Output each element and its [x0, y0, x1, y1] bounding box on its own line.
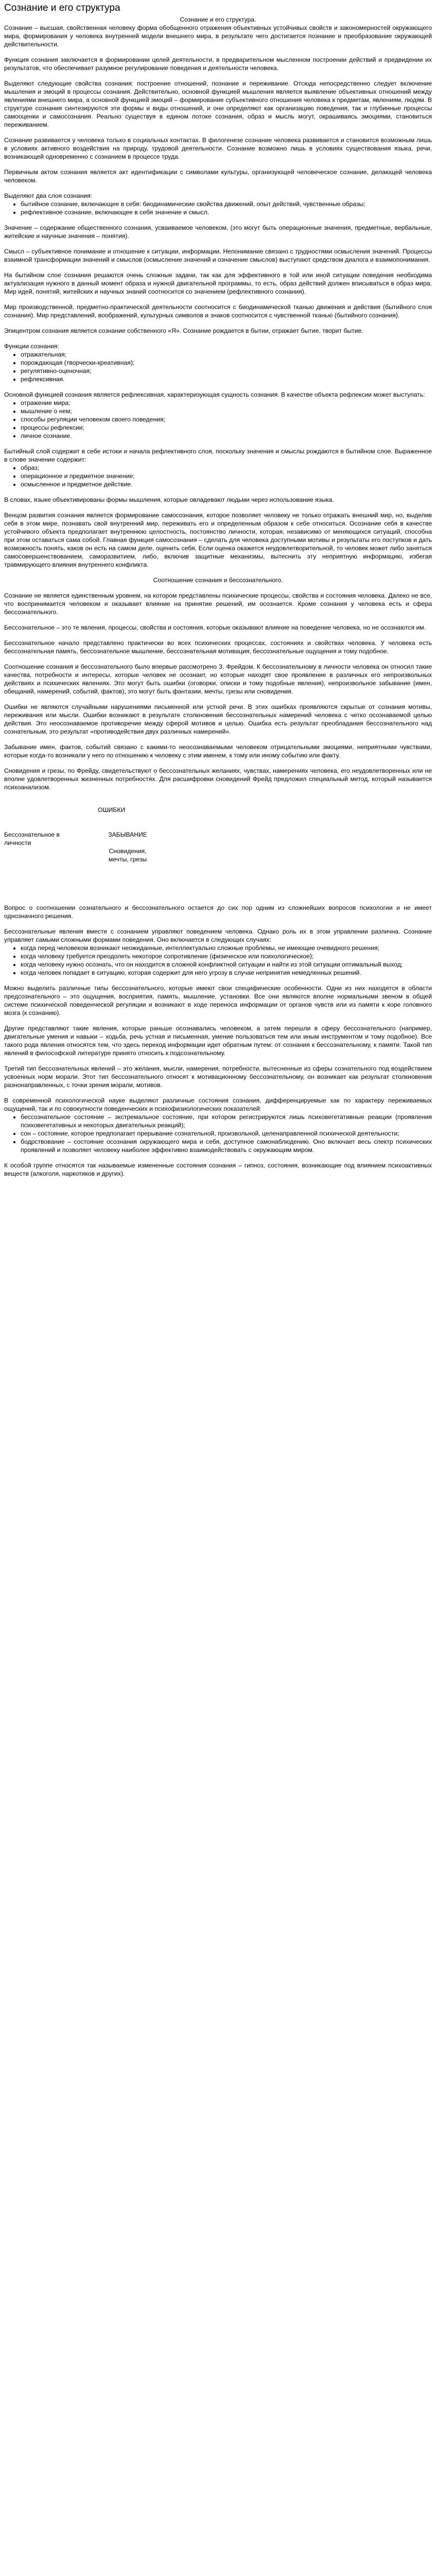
paragraph-function: Функция сознания заключается в формировании целей деятельности, в предварительном мысленном построении действий и предвидении их результатов, что обеспечивает разумное регулирование поведения и деятельности человека.	[4, 56, 432, 72]
states-list	[4, 1113, 432, 1154]
paragraph-states-intro: В современной психологической науке выделяют различные состояния сознания, дифференцируемые как по характеру переживаемых ощущений, так и по совокупности поведенческих и психофизиологических показателей:	[4, 1097, 432, 1112]
paragraph-freud: Соотношение сознания и бессознательного было впервые рассмотрено З. Фрейдом. К бессознательному в личности человека он относил такие качества, потребности и интересы, которые человек не осознает, но которые находят свое проявление в различных его непроизвольных действиях и психических явлениях. Это могут быть ошибки (оговорки, описки и тому подобные явления), непроизвольное забывание (имен, обещаний, намерений, событий, фактов), это могут быть фантазии, мечты, грезы или сновидения.	[4, 663, 432, 695]
page-title: Сознание и его структура	[4, 3, 120, 13]
paragraph-identification: Первичным актом сознания является акт идентификации с символами культуры, организующей человеческое сознание, делающей человека человеком.	[4, 168, 432, 184]
layers-list	[4, 200, 432, 216]
paragraph-question: Вопрос о соотношении сознательного и бессознательного остается до сих пор одним из сложнейших вопросов психологии и не имеет однозначного решения.	[4, 904, 432, 920]
list-item: • когда человеку нужно осознать, что он находится в сложной конфликтной ситуации и найти из этой ситуации оптимальный выход;	[21, 960, 432, 969]
list-item: • способы регуляции человеком своего поведения;	[21, 415, 432, 423]
paragraph-types: Можно выделить различные типы бессознательного, которые имеют свои специфические особенности. Одни из них находятся в области предсознательного – это ощущения, восприятия, память, мышление, установки. Все они являются вполне нормальными звеном в общей системе психической поведенческой регуляции и возникают в ходе переноса информации от органов чувств или из памяти к коре головного мозга (к сознанию).	[4, 985, 432, 1016]
paragraph-unconscious-definition: Бессознательное – это те явления, процессы, свойства и состояния, которые оказывают влияние на поведение человека, но не осознаются им.	[4, 624, 426, 631]
paragraph-unconscious-processes: Бессознательное начало представлено практически во всех психических процессах, состояниях и свойствах человека. У человека есть бессознательная память, бессознательное мышление, бессознательная мотивация, бессознательные ощущения и тому подобное.	[4, 639, 432, 655]
list-item: • отражательная;	[21, 350, 432, 359]
list-item: • когда человек попадает в ситуацию, которая содержит для него угрозу в случае непринятия немедленных решений.	[21, 969, 432, 977]
list-item: • образ;	[21, 464, 432, 472]
paragraph-levels: Сознание не является единственным уровнем, на котором представлены психические процессы, свойства и состояния человека. Далеко не все, что воспринимается человеком и оказывает влияние на принятие решений, им осознается. Кроме сознания у человека есть и сфера бессознательного.	[4, 592, 432, 616]
list-item: • бытийное сознание, включающее в себя: биодинамические свойства движений, опыт действий, чувственные образы;	[21, 200, 432, 208]
diagram-label-forgetting: ЗАБЫВАНИЕ Сновидения, мечты, грезы	[108, 831, 147, 863]
list-item: • осмысленное и предметное действие.	[21, 480, 432, 488]
paragraph-epicenter: Эпицентром сознания является сознание собственного «Я». Сознание рождается в бытии, отражает бытие, творит бытие.	[4, 327, 363, 334]
functions-list	[4, 350, 432, 383]
meaning-contains-list	[4, 464, 432, 488]
section-subheading: Соотношение сознания и бессознательного.	[153, 577, 283, 584]
list-item: • когда перед человеком возникают неожиданные, интеллектуально сложные проблемы, не имеющие очевидного решения;	[21, 944, 432, 952]
layers-intro: Выделяют два слоя сознания:	[4, 192, 93, 199]
paragraph-mistakes: Ошибки не являются случайными нарушениями письменной или устной речи. В этих ошибках проявляются скрытые от сознания мотивы, переживания или мысли. Ошибки возникают в результате столкновения бессознательных намерений человека с четко осознаваемой целью действия. Это неосознаваемое противоречие между сферой мотивов и целью. Ошибка есть результат преобладания бессознательного над сознательным, это результат «противодействия двух различных намерений».	[4, 703, 432, 735]
paragraph-properties: Выделяют следующие свойства сознания: построение отношений, познание и переживание. Отсюда непосредственно следует включение мышления и эмоций в процессы сознания. Действительно, основной функцией мышления является выявление объективных отношений между явлениями внешнего мира, а основной функцией эмоций – формирование субъективного отношения человека к предметам, явлениям, людям. В структуре сознания синтезируются эти формы и виды отношений, и они определяют как организацию поведения, так и глубинные процессы самооценки и самосознания. Реально существуя в едином потоке сознания, образ и мысль могут, окрашиваясь эмоциями, становиться переживанием.	[4, 80, 432, 128]
unconscious-diagram	[4, 799, 432, 896]
paragraph-definition: Сознание – высшая, свойственная человеку форма обобщенного отражения объективных устойчивых свойств и закономерностей окружающего мира, формирования у человека внутренней модели внешнего мира, в результате чего достигается познание и преобразование окружающей действительности.	[4, 24, 432, 48]
list-item: • бессознательное состояние – экстремальное состояние, при котором регистрируются лишь психовегетативные реакции (проявления психовегетативных и некоторых двигательных реакций);	[21, 1113, 432, 1129]
document-subtitle: Сознание и его структура.	[180, 16, 256, 23]
paragraph-reflexive: Основной функцией сознания является рефлексивная, характеризующая сущность сознания. В качестве объекта рефлексии может выступать:	[4, 391, 425, 398]
diagram-label-unconscious: Бессознательное в личности	[4, 831, 60, 846]
paragraph-language: В словах, языке объективированы формы мышления, которые овладевают людьми через использование языка.	[4, 496, 334, 503]
functions-intro: Функции сознания:	[4, 343, 59, 350]
list-item: • личное сознание.	[21, 432, 432, 440]
reflection-objects-list	[4, 399, 432, 440]
document-page	[0, 0, 436, 1190]
list-item: • когда человеку требуется преодолеть некоторое сопротивление (физическое или психологическое);	[21, 952, 432, 960]
list-item: • порождающая (творчески-креативная);	[21, 359, 432, 367]
paragraph-being-source: Бытийный слой содержит в себе истоки и начала рефлективного слоя, поскольку значения и смыслы рождаются в бытийном слое. Выраженное в слове значение содержит:	[4, 448, 432, 463]
paragraph-altered-states: К особой группе относятся так называемые измененные состояния сознания – гипноз, состояния, возникающие под влиянием психоактивных веществ (алкоголя, наркотиков и других).	[4, 1162, 432, 1177]
paragraph-development: Сознание развивается у человека только в социальных контактах. В филогенезе сознание человека развивается и становится возможным лишь в условиях активного воздействия на природу, трудовой деятельности. Сознание возможно лишь в условиях существования языка, речи, возникающей одновременно с сознанием в процессе труда.	[4, 137, 432, 160]
paragraph-dreams: Сновидения и грезы, по Фрейду, свидетельствуют о бессознательных желаниях, чувствах, намерениях человека, его неудовлетворенных или не вполне удовлетворенных жизненных потребностях. Для расшифровки сновидений Фрейд предложил специальный метод, который называется психоанализом.	[4, 767, 432, 791]
diagram-label-mistakes: ОШИБКИ	[98, 806, 126, 814]
paragraph-motivational: Третий тип бессознательных явлений – это желания, мысли, намерения, потребности, вытесненные из сферы сознательного под воздействием усвоенных норм морали. Этот тип бессознательного относят к мотивационному бессознательному, он возникает как результат столкновения разнонаправленных, с точки зрения морали, мотивов.	[4, 1065, 432, 1089]
paragraph-subconscious: Другие представляют такие явления, которые раньше осознавались человеком, а затем перешли в сферу бессознательного (например, двигательные умения и навыки – ходьба, речь устная и письменная, умение пользоваться тем или иным инструментом и тому подобное). Все такого рода явления относятся тем, что здесь переход информации идет обратным путем: от сознания к бессознательному, к памяти. Такой тип явлений в философской литературе принято относить к подсознательному.	[4, 1025, 432, 1057]
paragraph-roles: Бессознательные явления вместе с сознанием управляют поведением человека. Однако роль их в этом управлении различна. Сознание управляет самыми сложными формами поведения. Оно включается в следующих случаях:	[4, 928, 432, 943]
consciousness-cases-list	[4, 944, 432, 977]
paragraph-sense: Смысл – субъективное понимание и отношение к ситуации, информации. Непонимание связано с трудностями осмысления значений. Процессы взаимной трансформации значений и смыслов (осмысление значений и означение смыслов) выступают средством диалога и взаимопонимания.	[4, 248, 432, 263]
list-item: • процессы рефлексии;	[21, 423, 432, 432]
paragraph-meaning: Значение – содержание общественного сознания, усваиваемое человеком, (это могут быть операционные значения, предметные, вербальные, житейские и научные значения – понятия).	[4, 224, 432, 240]
list-item: • мышление о нем;	[21, 407, 432, 415]
paragraph-self-consciousness: Венцом развития сознания является формирование самосознания, которое позволяет человеку не только отражать внешний мир, но, выделив себя в этом мире, познавать свой внутренний мир, переживать его и определенным образом к себе относиться. Осознание себя в качестве устойчивого объекта предполагает внутреннюю целостность, постоянство личности, которая, независимо от меняющихся ситуаций, способна при этом оставаться сама собой. Главная функция самосознания – сделать для человека доступными мотивы и результаты его поступков и дать возможность понять, каков он есть на самом деле, оценить себя. Если оценка окажется неудовлетворительной, то человек может либо заняться самосовершенствованием, саморазвитием, либо, включив защитные механизмы, вытеснить эту неприятную информацию, избегая травмирующего влияния внутреннего конфликта.	[4, 512, 432, 568]
list-item: • бодрствование – состояние осознания окружающего мира и себя, доступное самонаблюдению. Оно включает весь спектр психических проявлений и позволяет человеку наиболее эффективно взаимодействовать с окружающим миром.	[21, 1138, 432, 1154]
paragraph-being-layer: На бытийном слое сознания решаются очень сложные задачи, так как для эффективного в той или иной ситуации поведения необходима актуализация нужного в данный момент образа и нужной двигательной программы, то есть, образ действий должен вписываться в образ мира. Мир идей, понятий, житейских и научных знаний соотносится со значением (рефлективного сознания).	[4, 272, 432, 295]
list-item: • рефлексивная.	[21, 375, 432, 383]
list-item: • операционное и предметное значение;	[21, 472, 432, 480]
list-item: • отражение мира;	[21, 399, 432, 407]
paragraph-forgetting: Забывание имен, фактов, событий связано с какими-то неосознаваемыми человеком отрицательными эмоциями, неприятными чувствами, которые когда-то возникали у него по отношению к человеку с этим именем, к тому или иному событию или факту.	[4, 743, 432, 759]
list-item: • сон – состояние, которое предполагает прерывание сознательной, произвольной, целенаправленной психической деятельности;	[21, 1129, 432, 1138]
paragraph-world: Мир производственной, предметно-практической деятельности соотносится с биодинамической тканью движения и действия (бытийного слоя сознания). Мир представлений, воображений, культурных символов и знаков соотносится с чувственной тканью (бытийного сознания).	[4, 303, 432, 319]
list-item: • регулятивно-оценочная;	[21, 367, 432, 375]
list-item: • рефлективное сознание, включающее в себя значение и смысл.	[21, 208, 432, 216]
